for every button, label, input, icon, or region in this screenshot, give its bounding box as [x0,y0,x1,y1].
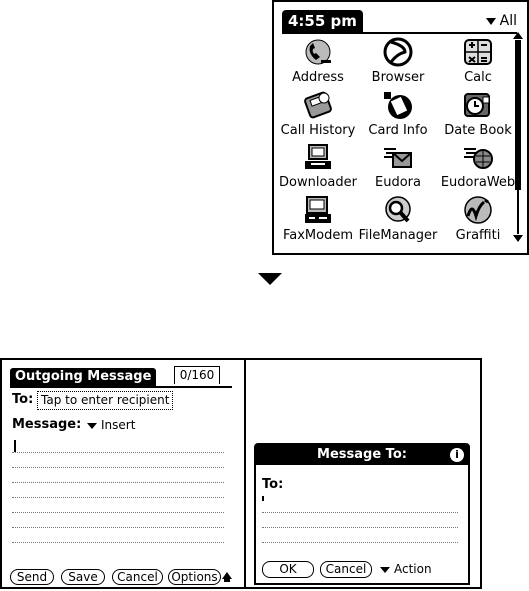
action-label: Action [394,562,432,576]
dialog-title-text: Message To: [317,447,407,462]
app-filemanager[interactable]: FileManager [358,194,438,243]
scroll-thumb[interactable] [515,40,521,190]
insert-label: Insert [101,418,136,432]
options-button[interactable]: Options [168,569,221,585]
launcher-screen [272,0,529,255]
insert-picker[interactable] [87,416,135,434]
to-label: To: [12,392,34,407]
dialog-to-label: To: [262,477,284,492]
app-browser[interactable]: Browser [358,36,438,85]
shift-arrow-icon[interactable] [222,572,232,579]
send-button[interactable]: Send [10,569,54,585]
info-icon[interactable]: i [450,448,464,462]
title-rule [282,32,517,34]
dialog-cancel-button[interactable]: Cancel [320,561,372,578]
card-info-icon [381,89,415,121]
app-address[interactable]: Address [278,36,358,85]
writing-line [12,527,224,528]
category-label: All [499,13,517,29]
dropdown-triangle-icon [380,567,390,573]
filemanager-icon [381,194,415,226]
eudora-icon [381,141,415,173]
dropdown-triangle-icon [87,423,97,429]
call-history-icon [301,89,335,121]
app-eudoraweb[interactable]: EudoraWeb [438,141,518,190]
dialog-title [256,445,468,465]
ok-button[interactable]: OK [262,561,314,578]
app-call-history[interactable]: Call History [278,89,358,138]
faxmodem-icon [301,194,335,226]
scroll-up-arrow-icon[interactable] [513,32,523,39]
launcher-title-bar [282,10,517,34]
app-card-info[interactable]: Card Info [358,89,438,138]
outgoing-message-screen [0,358,246,589]
title-rule [10,386,232,388]
recipient-field[interactable]: Tap to enter recipient [37,391,173,410]
writing-line [12,482,224,483]
character-counter: 0/160 [174,366,220,384]
address-phone-icon [301,36,335,68]
down-arrow-icon [258,273,282,285]
outgoing-title: Outgoing Message [10,368,156,386]
clock-tab[interactable]: 4:55 pm [282,10,363,32]
app-downloader[interactable]: Downloader [278,141,358,190]
app-graffiti[interactable]: Graffiti [438,194,518,243]
writing-line [262,527,458,528]
category-picker[interactable] [486,12,517,30]
app-faxmodem[interactable]: FaxModem [278,194,358,243]
writing-line [12,497,224,498]
eudoraweb-icon [461,141,495,173]
writing-line [12,542,224,543]
text-cursor [262,496,264,501]
date-book-icon [461,89,495,121]
downloader-icon [301,141,335,173]
writing-line [12,512,224,513]
shift-arrow-base [224,579,230,582]
cancel-button[interactable]: Cancel [112,569,163,585]
writing-line [12,467,224,468]
save-button[interactable]: Save [61,569,105,585]
browser-icon [381,36,415,68]
graffiti-icon [461,194,495,226]
scroll-down-arrow-icon[interactable] [513,235,523,242]
message-to-dialog [254,443,470,585]
writing-line [262,512,458,513]
launcher-scrollbar[interactable] [512,32,524,242]
app-date-book[interactable]: Date Book [438,89,518,138]
app-calc[interactable]: Calc [438,36,518,85]
app-eudora[interactable]: Eudora [358,141,438,190]
action-picker[interactable] [380,561,432,578]
calculator-icon [461,36,495,68]
text-cursor [14,440,16,452]
writing-line [262,542,458,543]
dropdown-triangle-icon [486,18,496,25]
message-label: Message: [12,417,82,432]
writing-line [12,452,224,453]
